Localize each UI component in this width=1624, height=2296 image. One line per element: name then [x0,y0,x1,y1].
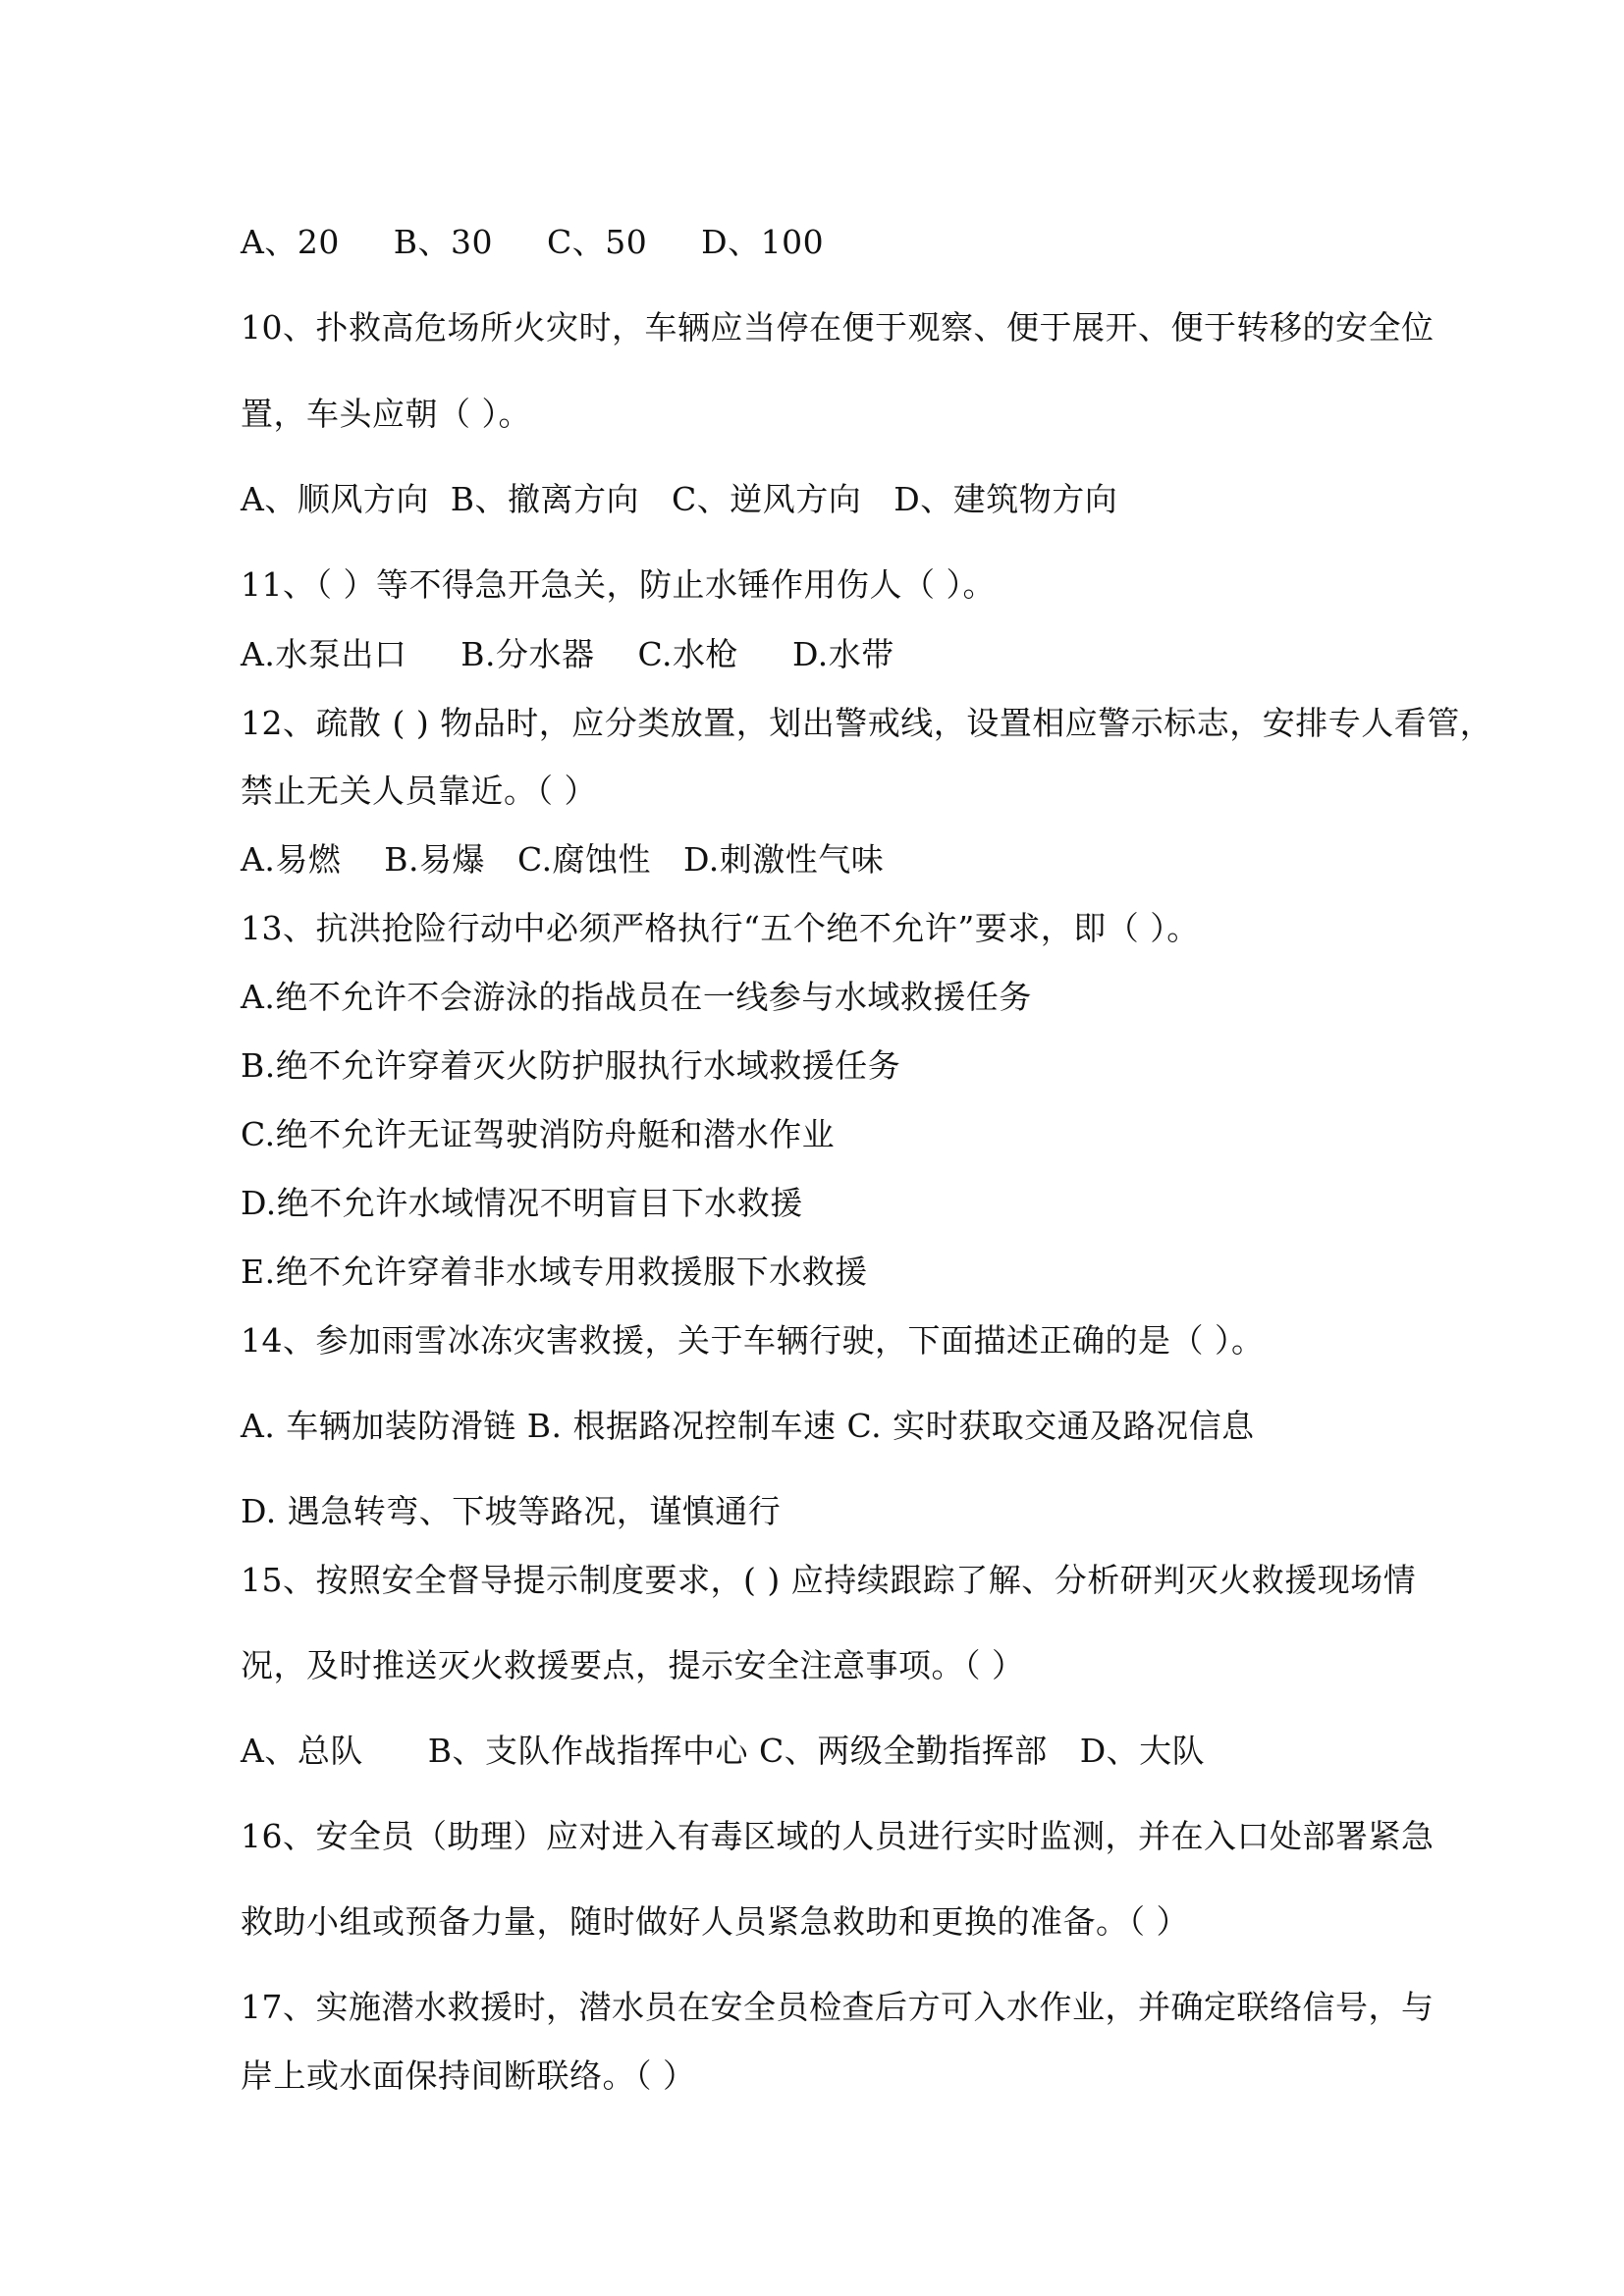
q16-text-line2: 救助小组或预备力量，随时做好人员紧急救助和更换的准备。（ ） [241,1902,1189,1941]
q12-text-line2: 禁止无关人员靠近。（ ） [241,772,597,810]
q9-options: A、20 B、30 C、50 D、100 [241,223,825,261]
q14-options-line2: D. 遇急转弯、下坡等路况，谨慎通行 [241,1492,782,1530]
q10-options: A、顺风方向 B、撤离方向 C、逆风方向 D、建筑物方向 [241,480,1118,518]
q13-option-d: D.绝不允许水域情况不明盲目下水救援 [241,1184,803,1222]
q14-options-line1: A. 车辆加装防滑链 B. 根据路况控制车速 C. 实时获取交通及路况信息 [241,1407,1255,1445]
q15-options: A、总队 B、支队作战指挥中心 C、两级全勤指挥部 D、大队 [241,1732,1206,1770]
q13-option-a: A.绝不允许不会游泳的指战员在一线参与水域救援任务 [241,978,1032,1016]
q13-text: 13、抗洪抢险行动中必须严格执行“五个绝不允许”要求，即（ ）。 [241,909,1200,947]
q11-text: 11、（ ）等不得急开急关，防止水锤作用伤人（ ）。 [241,565,996,604]
q14-text: 14、参加雨雪冰冻灾害救援，关于车辆行驶，下面描述正确的是（ ）。 [241,1321,1265,1360]
q12-options: A.易燃 B.易爆 C.腐蚀性 D.刺激性气味 [241,840,885,879]
q11-options: A.水泵出口 B.分水器 C.水枪 D.水带 [241,635,894,673]
q10-text-line2: 置，车头应朝（ ）。 [241,395,531,433]
q15-text-line2: 况，及时推送灭火救援要点，提示安全注意事项。（ ） [241,1646,1025,1684]
q17-text-line2: 岸上或水面保持间断联络。（ ） [241,2056,696,2095]
q16-text-line1: 16、安全员（助理）应对进入有毒区域的人员进行实时监测，并在入口处部署紧急 [241,1817,1435,1855]
q13-option-b: B.绝不允许穿着灭火防护服执行水域救援任务 [241,1046,901,1085]
q13-option-c: C.绝不允许无证驾驶消防舟艇和潜水作业 [241,1115,836,1153]
q12-text-line1: 12、疏散 ( ) 物品时，应分类放置，划出警戒线，设置相应警示标志，安排专人看管， [241,704,1493,742]
q15-text-line1: 15、按照安全督导提示制度要求，( ) 应持续跟踪了解、分析研判灭火救援现场情 [241,1561,1417,1599]
q10-text-line1: 10、扑救高危场所火灾时，车辆应当停在便于观察、便于展开、便于转移的安全位 [241,308,1435,347]
q13-option-e: E.绝不允许穿着非水域专用救援服下水救援 [241,1253,868,1291]
q17-text-line1: 17、实施潜水救援时，潜水员在安全员检查后方可入水作业，并确定联络信号，与 [241,1988,1435,2026]
